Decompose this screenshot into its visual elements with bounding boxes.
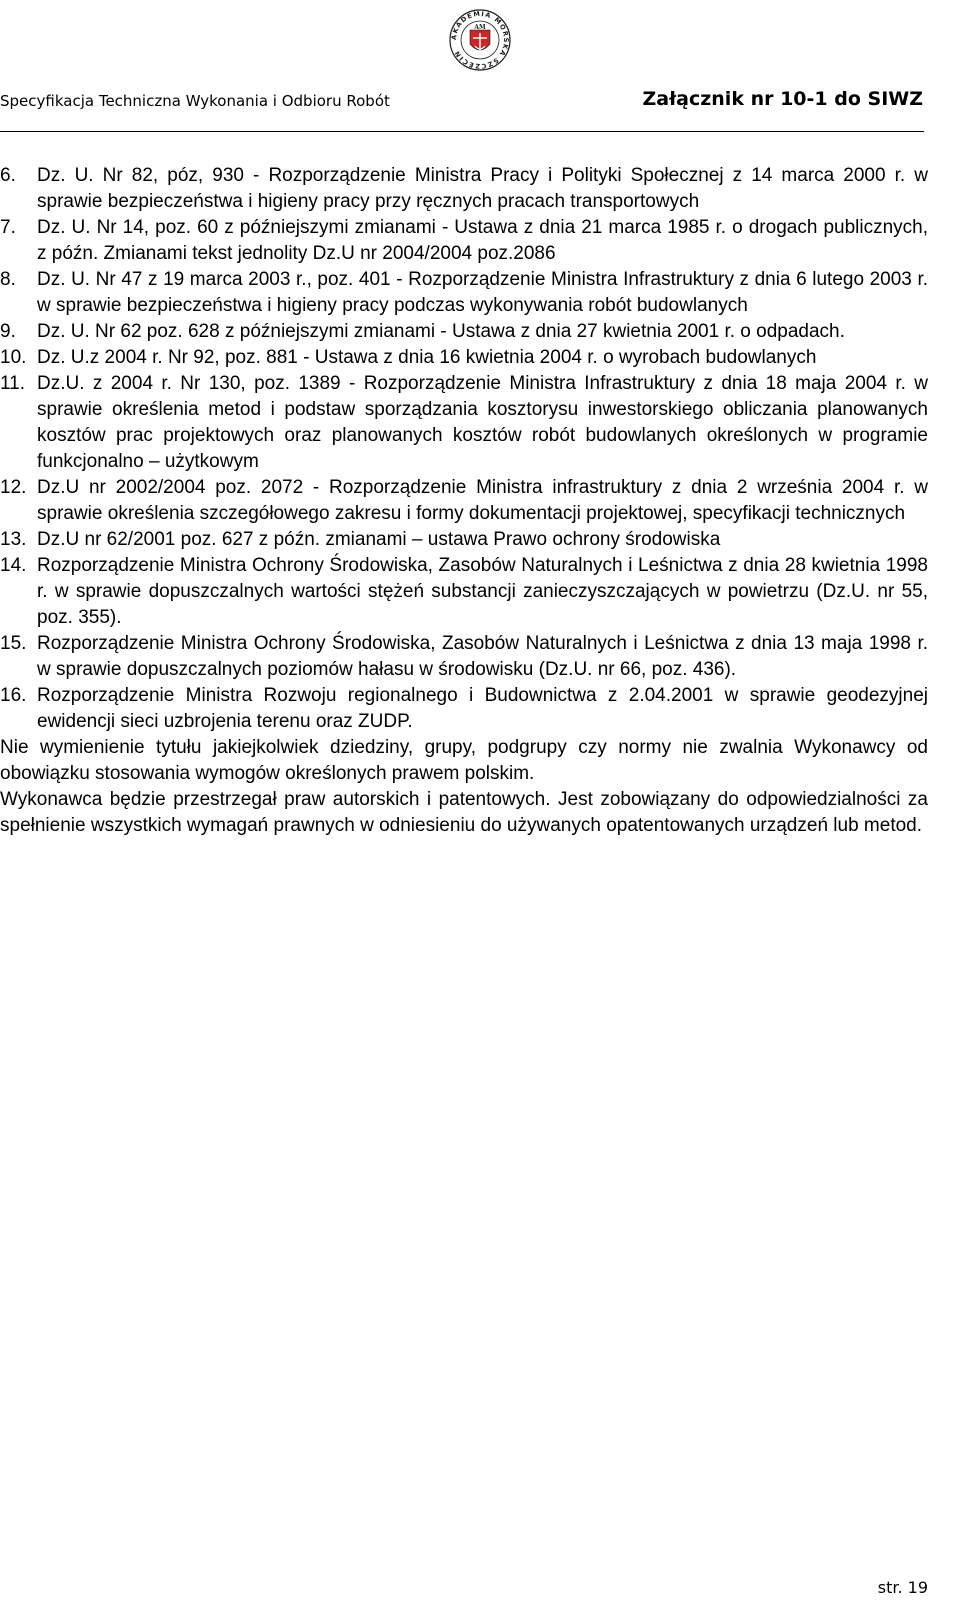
seal-text: AKADEMIA MORSKA SZCZECIN xyxy=(449,9,511,71)
regulations-list xyxy=(0,163,928,735)
list-item-text: Rozporządzenie Ministra Ochrony Środowiska, Zasobów Naturalnych i Leśnictwa z dnia 13 maja 1998 r. w sprawie dopuszczalnych poziomów hałasu w środowisku (Dz.U. nr 66, poz. 436). xyxy=(37,633,928,680)
list-item-text: Dz.U. z 2004 r. Nr 130, poz. 1389 - Rozporządzenie Ministra Infrastruktury z dnia 18 maja 2004 r. w sprawie określenia metod i podstaw sporządzania kosztorysu inwestorskiego obliczania planowanych kosztów prac projektowych oraz planowanych kosztów robót budowlanych określonych w programie funkcjonalno – użytkowym xyxy=(37,373,928,472)
list-item xyxy=(0,527,928,553)
list-item-number: 15. xyxy=(0,633,27,654)
list-item-text: Dz.U nr 62/2001 poz. 627 z późn. zmianami – ustawa Prawo ochrony środowiska xyxy=(37,529,721,550)
list-item-number: 13. xyxy=(0,529,27,550)
list-item xyxy=(0,215,928,267)
header-divider xyxy=(0,131,924,132)
list-item xyxy=(0,371,928,475)
compliance-paragraph: Nie wymienienie tytułu jakiejkolwiek dziedziny, grupy, podgrupy czy normy nie zwalnia Wykonawcy od obowiązku stosowania wymogów określonych prawem polskim. xyxy=(0,737,928,784)
list-item-text: Dz. U. Nr 14, poz. 60 z późniejszymi zmianami - Ustawa z dnia 21 marca 1985 r. o drogach publicznych, z późn. Zmianami tekst jednolity Dz.U nr 2004/2004 poz.2086 xyxy=(37,217,928,264)
list-item-text: Dz. U. Nr 62 poz. 628 z późniejszymi zmianami - Ustawa z dnia 27 kwietnia 2001 r. o odpadach. xyxy=(37,321,845,342)
list-item xyxy=(0,683,928,735)
list-item-text: Dz. U.z 2004 r. Nr 92, poz. 881 - Ustawa z dnia 16 kwietnia 2004 r. o wyrobach budowlanych xyxy=(37,347,817,368)
list-item-text: Dz. U. Nr 82, póz, 930 - Rozporządzenie Ministra Pracy i Polityki Społecznej z 14 marca 2000 r. w sprawie bezpieczeństwa i higieny pracy przy ręcznych pracach transportowych xyxy=(37,165,928,212)
list-item-text: Rozporządzenie Ministra Rozwoju regionalnego i Budownictwa z 2.04.2001 w sprawie geodezyjnej ewidencji sieci uzbrojenia terenu oraz ZUDP. xyxy=(37,685,928,732)
list-item-number: 9. xyxy=(0,321,16,342)
list-item xyxy=(0,163,928,215)
akademia-morska-seal-icon xyxy=(447,0,513,82)
akademia-morska-logo xyxy=(447,0,513,82)
list-item-number: 10. xyxy=(0,347,27,368)
list-item xyxy=(0,631,928,683)
list-item-number: 7. xyxy=(0,217,16,238)
list-item-text: Dz.U nr 2002/2004 poz. 2072 - Rozporządzenie Ministra infrastruktury z dnia 2 września 2004 r. w sprawie określenia szczegółowego zakresu i formy dokumentacji projektowej, specyfikacji technicznych xyxy=(37,477,928,524)
list-item-number: 11. xyxy=(0,373,26,394)
attachment-label: Załącznik nr 10-1 do SIWZ xyxy=(642,88,923,110)
copyright-paragraph: Wykonawca będzie przestrzegał praw autorskich i patentowych. Jest zobowiązany do odpowiedzialności za spełnienie wszystkich wymagań prawnych w odniesieniu do używanych opatentowanych urządzeń lub metod. xyxy=(0,789,928,836)
list-item-text: Dz. U. Nr 47 z 19 marca 2003 r., poz. 401 - Rozporządzenie Ministra Infrastruktury z dnia 6 lutego 2003 r. w sprawie bezpieczeństwa i higieny pracy podczas wykonywania robót budowlanych xyxy=(37,269,928,316)
seal-monogram: AM xyxy=(474,24,486,31)
page-number: str. 19 xyxy=(877,1578,928,1597)
document-title: Specyfikacja Techniczna Wykonania i Odbioru Robót xyxy=(0,92,390,110)
list-item xyxy=(0,475,928,527)
list-item xyxy=(0,319,928,345)
list-item xyxy=(0,267,928,319)
list-item-text: Rozporządzenie Ministra Ochrony Środowiska, Zasobów Naturalnych i Leśnictwa z dnia 28 kwietnia 1998 r. w sprawie dopuszczalnych wartości stężeń substancji zanieczyszczających w powietrzu (Dz.U. nr 55, poz. 355). xyxy=(37,555,928,628)
list-item-number: 12. xyxy=(0,477,27,498)
document-body xyxy=(0,163,928,839)
list-item xyxy=(0,345,928,371)
list-item-number: 8. xyxy=(0,269,16,290)
list-item xyxy=(0,553,928,631)
list-item-number: 16. xyxy=(0,685,27,706)
list-item-number: 14. xyxy=(0,555,27,576)
list-item-number: 6. xyxy=(0,165,16,186)
